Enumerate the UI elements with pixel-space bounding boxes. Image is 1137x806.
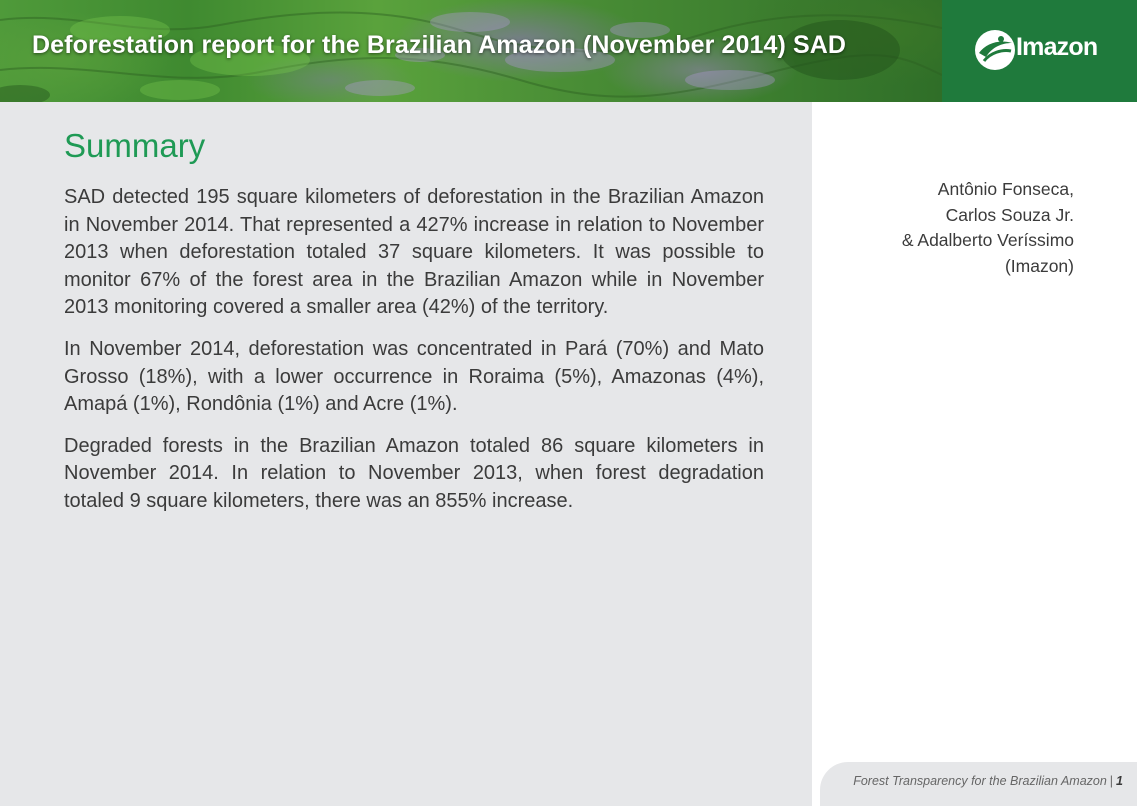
- authors-block: [902, 177, 1074, 279]
- author-line: & Adalberto Veríssimo: [901, 230, 1074, 250]
- summary-body: [64, 184, 764, 530]
- summary-paragraph: SAD detected 195 square kilometers of deforestation in the Brazilian Amazon in November 2014. That represented a 427% increase in relation to November 2013 when deforestation totaled 37 square kilometers. It was possible to monitor 67% of the forest area in the Brazilian Amazon while in November 2013 monitoring covered a smaller area (42%) of the territory.: [64, 186, 764, 319]
- report-title: Deforestation report for the Brazilian Amazon (November 2014) SAD: [32, 31, 847, 59]
- imazon-logo-text: Imazon: [1016, 33, 1098, 61]
- footer-separator: |: [1109, 774, 1114, 788]
- summary-heading: Summary: [64, 127, 206, 164]
- summary-paragraph: In November 2014, deforestation was concentrated in Pará (70%) and Mato Grosso (18%), with a lower occurrence in Roraima (5%), Amazonas (4%), Amapá (1%), Rondônia (1%) and Acre (1%).: [64, 337, 764, 416]
- header-banner: [0, 0, 942, 102]
- imazon-logo-icon: [974, 29, 1016, 71]
- summary-paragraph: Degraded forests in the Brazilian Amazon totaled 86 square kilometers in November 2014. In relation to November 2013, when forest degradation totaled 9 square kilometers, there was an 855% increase.: [64, 434, 764, 512]
- author-affiliation: (Imazon): [1004, 255, 1074, 276]
- author-line: Carlos Souza Jr.: [945, 204, 1074, 225]
- footer: [853, 774, 1123, 788]
- footer-publication: Forest Transparency for the Brazilian Amazon: [853, 774, 1107, 788]
- author-line: Antônio Fonseca,: [937, 179, 1074, 199]
- page-number: 1: [1116, 774, 1123, 788]
